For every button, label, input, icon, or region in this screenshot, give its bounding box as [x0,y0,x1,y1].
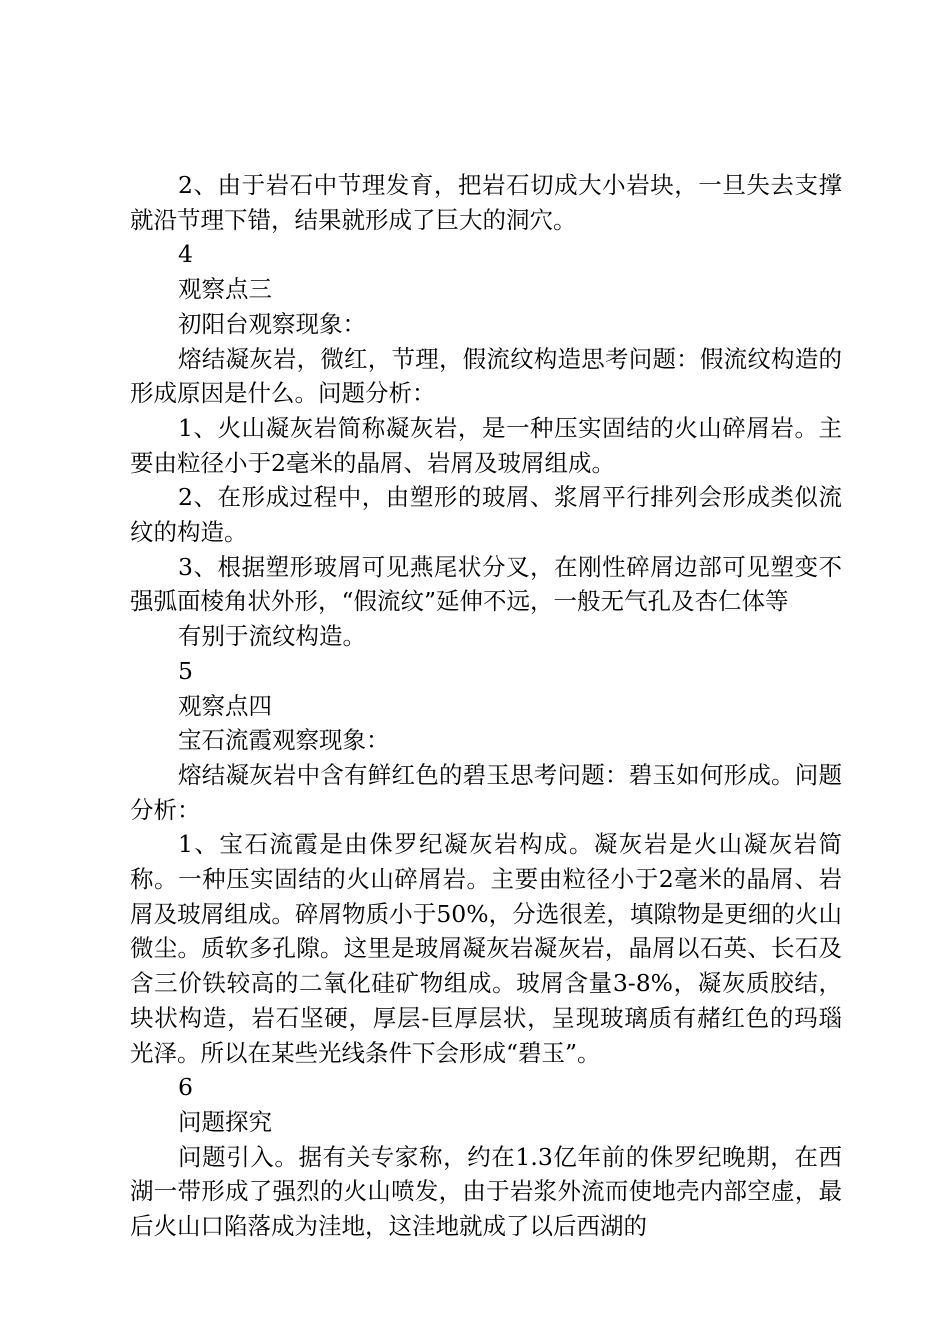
subheading-chuyangtai: 初阳台观察现象： [178,309,366,338]
page-number-4: 4 [178,240,193,269]
paragraph-analysis-2: 2、在形成过程中，由塑形的玻屑、浆屑平行排列会形成类似流纹的构造。 [130,483,842,547]
paragraph-jasper-analysis: 1、宝石流霞是由侏罗纪凝灰岩构成。凝灰岩是火山凝灰岩简称。一种压实固结的火山碎屑岩。主要由粒径小于2毫米的晶屑、岩屑及玻屑组成。碎屑物质小于50%，分选很差，填隙物是更细的火山微尘。质软多孔隙。这里是玻屑凝灰岩凝灰岩，晶屑以石英、长石及含三价铁较高的二氧化硅矿物组成。玻屑含量3-8%，凝灰质胶结，块状构造，岩石坚硬，厚层-巨厚层状，呈现玻璃质有赭红色的玛瑙光泽。所以在某些光线条件下会形成“碧玉”。 [130,830,842,1067]
page-number-5: 5 [178,656,193,685]
paragraph-introduction: 问题引入。据有关专家称，约在1.3亿年前的侏罗纪晚期，在西湖一带形成了强烈的火山喷发，由于岩浆外流而使地壳内部空虚，最后火山口陷落成为洼地，这洼地就成了以后西湖的 [130,1142,842,1241]
heading-problem-inquiry: 问题探究 [178,1107,272,1136]
paragraph-jasper-question: 熔结凝灰岩中含有鲜红色的碧玉思考问题：碧玉如何形成。问题分析： [130,760,842,824]
paragraph-analysis-3: 3、根据塑形玻屑可见燕尾状分叉，在刚性碎屑边部可见塑变不强弧面棱角状外形，“假流纹”延伸不远，一般无气孔及杏仁体等 [130,552,842,616]
subheading-baoshiliuxia: 宝石流霞观察现象： [178,726,390,755]
paragraph-cave-formation: 2、由于岩石中节理发育，把岩石切成大小岩块，一旦失去支撑就沿节理下错，结果就形成了巨大的洞穴。 [130,171,842,234]
heading-observation-point-4: 观察点四 [178,691,272,720]
paragraph-analysis-1: 1、火山凝灰岩简称凝灰岩，是一种压实固结的火山碎屑岩。主要由粒径小于2毫米的晶屑、岩屑及玻屑组成。 [130,413,842,477]
document-page [130,168,842,1244]
page-number-6: 6 [178,1073,193,1102]
paragraph-analysis-3-cont: 有别于流纹构造。 [178,622,366,651]
heading-observation-point-3: 观察点三 [178,275,272,304]
paragraph-welded-tuff-question: 熔结凝灰岩，微红，节理，假流纹构造思考问题：假流纹构造的形成原因是什么。问题分析： [130,344,842,408]
